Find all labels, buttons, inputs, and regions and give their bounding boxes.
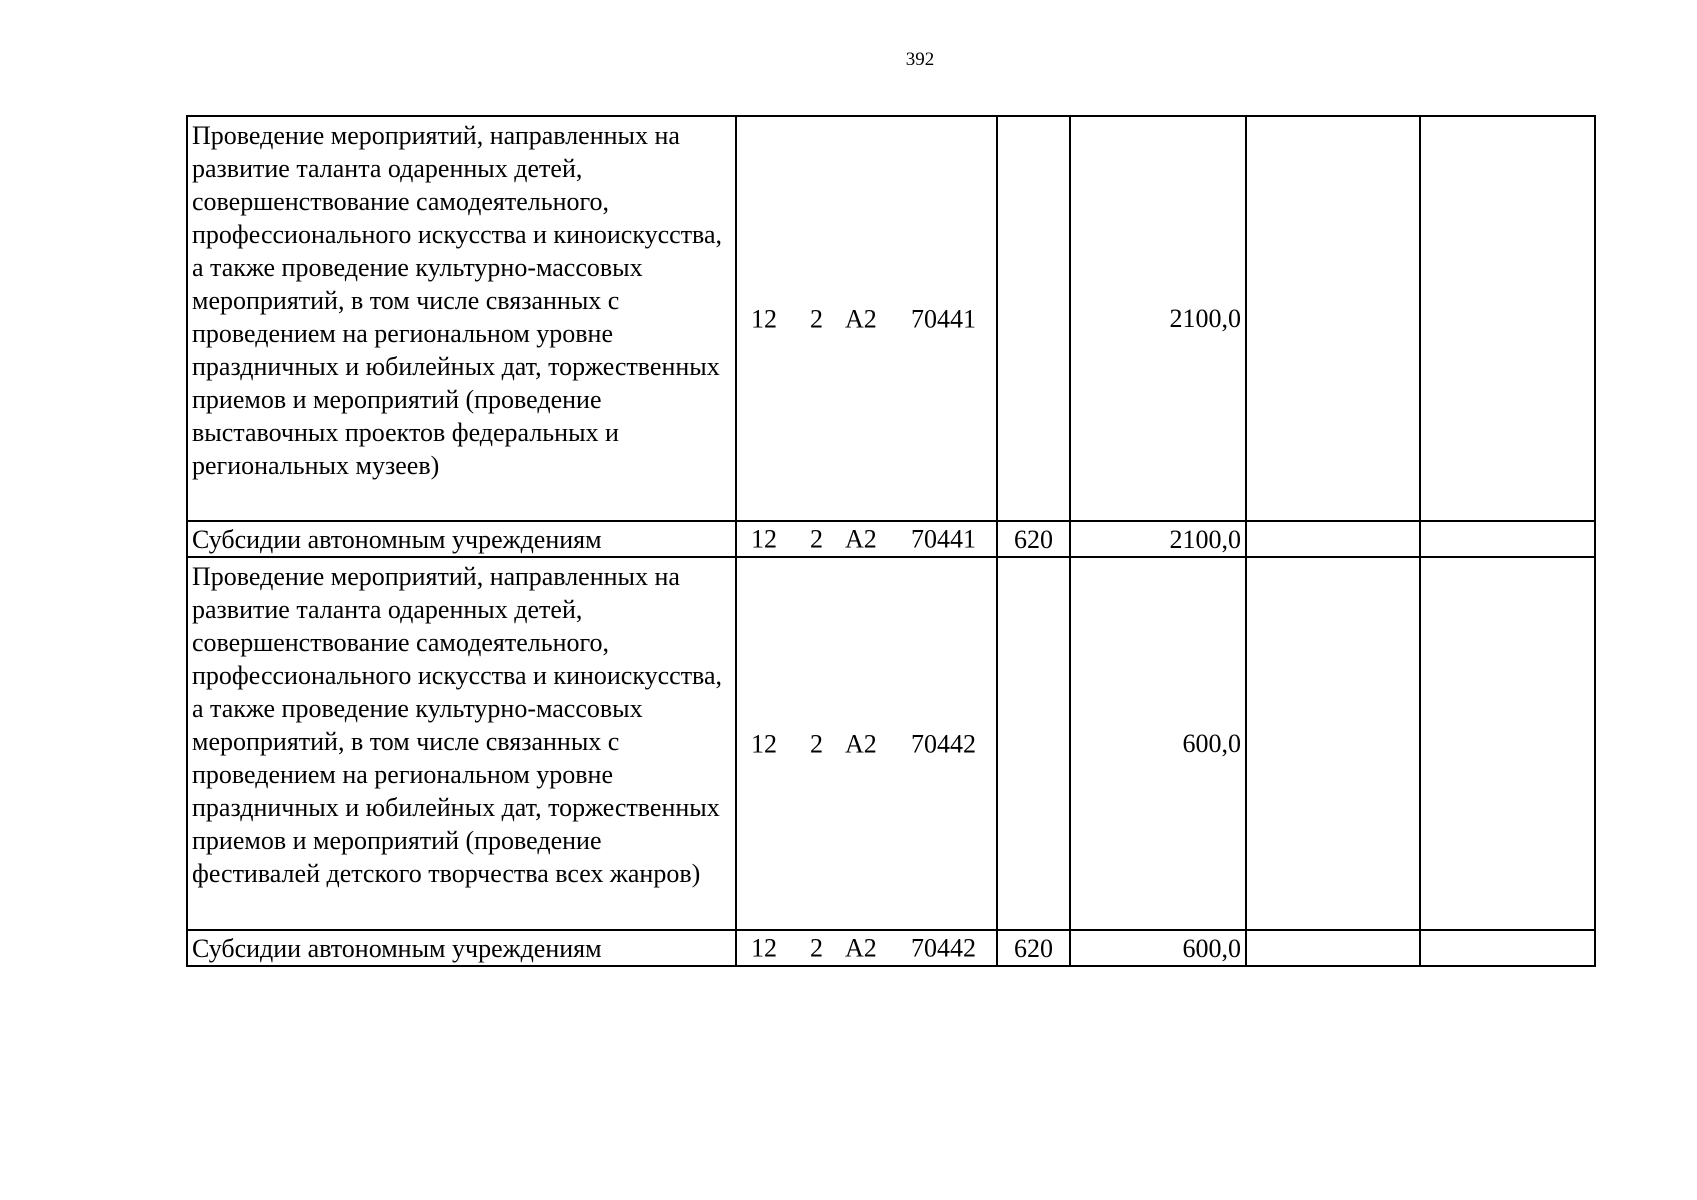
section-code: 12 xyxy=(751,933,777,963)
program-code: А2 xyxy=(845,933,877,963)
empty-cell-8 xyxy=(1420,521,1595,557)
article-code: 70442 xyxy=(911,933,976,963)
section-code: 12 xyxy=(751,729,777,758)
article-code: 70441 xyxy=(911,304,976,333)
subprogram-code: 2 xyxy=(810,729,823,758)
empty-cell-7 xyxy=(1246,557,1420,930)
row-description: Субсидии автономным учреждениям xyxy=(187,521,736,557)
table-row xyxy=(187,521,1595,557)
empty-cell-8 xyxy=(1420,557,1595,930)
row-description: Проведение мероприятий, направленных на развитие таланта одаренных детей, совершенствование самодеятельного, профессионального искусства и киноискусства, а также проведение культурно-массовых мероприятий, в том числе связанных с проведением на региональном уровне праздничных и юбилейных дат, торжественных приемов и мероприятий (проведение фестивалей детского творчества всех жанров) xyxy=(187,557,736,930)
subprogram-code: 2 xyxy=(810,933,823,963)
expense-type-cell xyxy=(997,557,1070,930)
table-row xyxy=(187,930,1595,966)
page-number: 392 xyxy=(905,49,935,70)
amount-cell: 600,0 xyxy=(1070,557,1246,930)
amount-cell: 2100,0 xyxy=(1070,116,1246,521)
subprogram-code: 2 xyxy=(810,304,823,333)
budget-code-cell xyxy=(736,930,997,966)
expense-type-cell: 620 xyxy=(997,521,1070,557)
budget-code-cell xyxy=(736,557,997,930)
article-code: 70441 xyxy=(911,524,976,554)
program-code: А2 xyxy=(845,304,877,333)
amount-cell: 600,0 xyxy=(1070,930,1246,966)
program-code: А2 xyxy=(845,524,877,554)
expense-type-cell xyxy=(997,116,1070,521)
section-code: 12 xyxy=(751,524,777,554)
budget-code-cell xyxy=(736,116,997,521)
expense-type-cell: 620 xyxy=(997,930,1070,966)
section-code: 12 xyxy=(751,304,777,333)
program-code: А2 xyxy=(845,729,877,758)
empty-cell-7 xyxy=(1246,116,1420,521)
empty-cell-7 xyxy=(1246,521,1420,557)
subprogram-code: 2 xyxy=(810,524,823,554)
row-description: Проведение мероприятий, направленных на развитие таланта одаренных детей, совершенствование самодеятельного, профессионального искусства и киноискусства, а также проведение культурно-массовых мероприятий, в том числе связанных с проведением на региональном уровне праздничных и юбилейных дат, торжественных приемов и мероприятий (проведение выставочных проектов федеральных и региональных музеев) xyxy=(187,116,736,521)
empty-cell-8 xyxy=(1420,116,1595,521)
budget-table xyxy=(186,115,1596,967)
row-description: Субсидии автономным учреждениям xyxy=(187,930,736,966)
table-row xyxy=(187,116,1595,521)
empty-cell-8 xyxy=(1420,930,1595,966)
budget-code-cell xyxy=(736,521,997,557)
table-row xyxy=(187,557,1595,930)
empty-cell-7 xyxy=(1246,930,1420,966)
article-code: 70442 xyxy=(911,729,976,758)
amount-cell: 2100,0 xyxy=(1070,521,1246,557)
